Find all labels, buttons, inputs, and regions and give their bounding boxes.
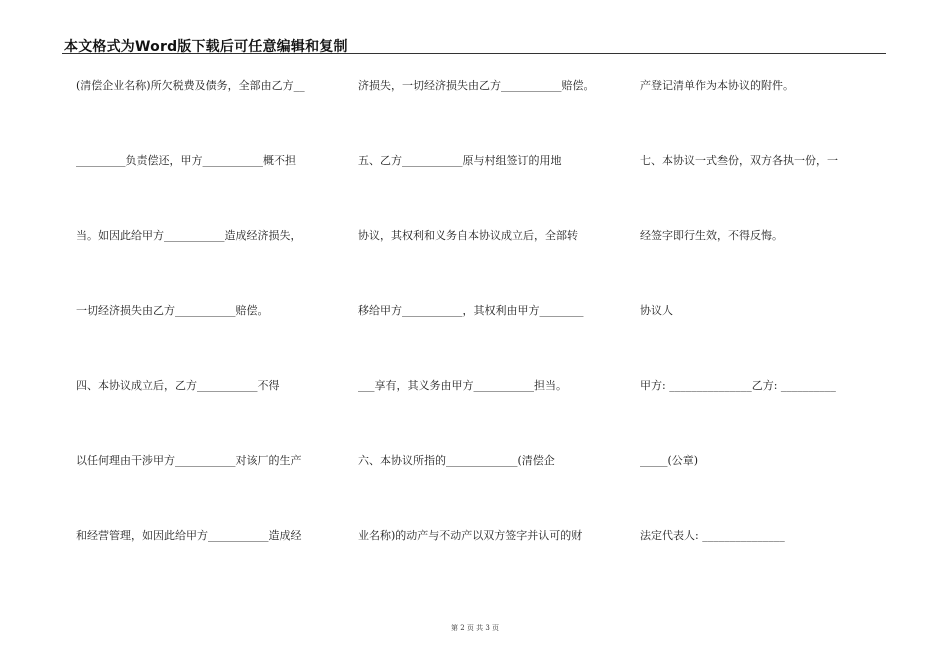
text-line: 五、乙方___________原与村组签订的用地	[358, 154, 562, 167]
text-line: 业名称)的动产与不动产以双方签字并认可的财	[358, 529, 583, 542]
text-line: 四、本协议成立后，乙方___________不得	[76, 379, 280, 392]
page-number-footer: 第 2 页 共 3 页	[450, 624, 500, 632]
text-line: 以任何理由干涉甲方___________对该厂的生产	[76, 454, 302, 467]
text-line: 七、本协议一式叁份，双方各执一份，一	[640, 154, 838, 167]
text-line: 甲方: _______________乙方: __________	[640, 379, 836, 392]
text-line: _________负责偿还，甲方___________概不担	[76, 154, 296, 167]
header-divider	[62, 53, 886, 54]
text-line: 协议，其权利和义务自本协议成立后，全部转	[358, 229, 578, 242]
text-line: 一切经济损失由乙方___________赔偿。	[76, 304, 269, 317]
text-line: 经签字即行生效，不得反悔。	[640, 229, 783, 242]
text-line: 济损失，一切经济损失由乙方___________赔偿。	[358, 79, 595, 92]
text-line: _____(公章)	[640, 454, 699, 467]
text-line: 移给甲方___________，其权利由甲方________	[358, 304, 584, 317]
text-line: 产登记清单作为本协议的附件。	[640, 79, 794, 92]
text-line: ___享有，其义务由甲方___________担当。	[358, 379, 567, 392]
text-line: 法定代表人: _______________	[640, 529, 785, 542]
text-line: 当。如因此给甲方___________造成经济损失，	[76, 229, 302, 242]
text-line: 六、本协议所指的_____________(清偿企	[358, 454, 555, 467]
text-line: 和经营管理，如因此给甲方___________造成经	[76, 529, 302, 542]
text-line: (清偿企业名称)所欠税费及债务，全部由乙方__	[76, 79, 305, 92]
text-line: 协议人	[640, 304, 673, 317]
document-header-title: 本文格式为Word版下载后可任意编辑和复制	[64, 39, 348, 55]
